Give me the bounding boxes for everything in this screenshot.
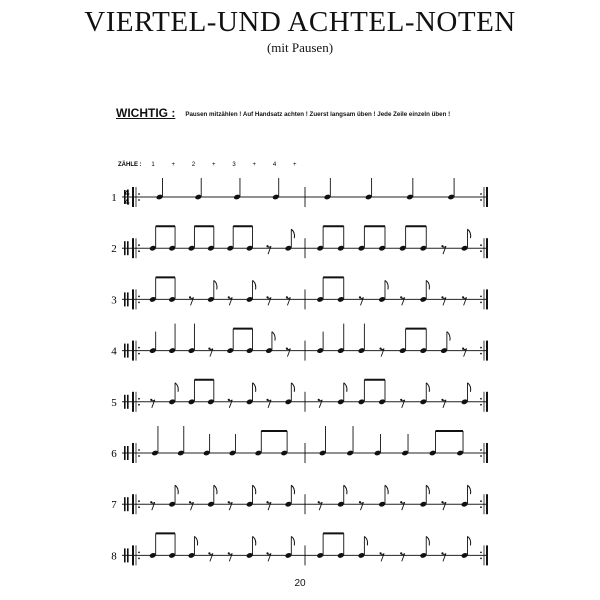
percussion-clef — [127, 344, 129, 358]
note-flag — [344, 383, 347, 392]
repeat-dot — [480, 552, 482, 554]
eighth-rest — [151, 400, 155, 408]
note-flag — [467, 383, 470, 392]
rest-dot — [266, 245, 268, 247]
note-flag — [253, 536, 256, 545]
note-flag — [253, 280, 256, 289]
repeat-dot — [480, 398, 482, 400]
exercise-number: 2 — [111, 243, 117, 256]
rest-dot — [266, 296, 268, 298]
eighth-rest — [286, 349, 290, 357]
count-beat: + — [292, 162, 297, 168]
eighth-rest — [286, 297, 290, 305]
repeat-dot — [480, 296, 482, 298]
note-flag — [291, 383, 294, 392]
exercise-number: 4 — [111, 345, 117, 358]
repeat-dot — [138, 552, 140, 554]
repeat-dot — [138, 404, 140, 406]
count-beat: 4 — [272, 162, 277, 168]
eighth-rest — [228, 400, 232, 408]
rest-dot — [379, 552, 381, 554]
eighth-rest — [359, 297, 363, 305]
eighth-rest — [228, 553, 232, 561]
repeat-dot — [480, 455, 482, 457]
note-flag — [385, 485, 388, 494]
repeat-dot — [480, 244, 482, 246]
percussion-clef — [127, 497, 129, 511]
repeat-dot — [480, 199, 482, 201]
exercise-row — [111, 533, 488, 565]
count-beat: + — [171, 162, 176, 168]
exercise-row — [111, 324, 488, 361]
rest-dot — [208, 348, 210, 350]
percussion-clef — [124, 548, 126, 562]
eighth-rest — [267, 400, 271, 408]
eighth-rest — [318, 400, 322, 408]
percussion-clef — [127, 446, 129, 460]
rest-dot — [150, 501, 152, 503]
exercise-number: 8 — [111, 550, 117, 563]
page-subtitle: (mit Pausen) — [266, 40, 334, 55]
exercise-number: 1 — [111, 192, 117, 204]
note-flag — [426, 536, 429, 545]
note-flag — [291, 229, 294, 238]
repeat-dot — [138, 558, 140, 560]
eighth-rest — [463, 349, 467, 357]
note-flag — [214, 280, 217, 289]
repeat-dot — [480, 558, 482, 560]
eighth-rest — [380, 349, 384, 357]
exercise-row — [111, 380, 488, 412]
repeat-dot — [138, 353, 140, 355]
eighth-rest — [190, 502, 194, 510]
exercise-number: 5 — [111, 396, 117, 409]
exercise-row — [111, 426, 488, 463]
repeat-dot — [480, 302, 482, 304]
note-flag — [426, 485, 429, 494]
eighth-rest — [442, 297, 446, 305]
repeat-dot — [138, 244, 140, 246]
percussion-clef — [127, 548, 129, 562]
note-flag — [253, 383, 256, 392]
repeat-dot — [138, 347, 140, 349]
percussion-clef — [124, 292, 126, 306]
note-flag — [344, 485, 347, 494]
rest-dot — [266, 552, 268, 554]
note-flag — [385, 280, 388, 289]
eighth-rest — [228, 297, 232, 305]
important-label: WICHTIG : — [116, 106, 176, 120]
note-flag — [467, 536, 470, 545]
repeat-dot — [480, 449, 482, 451]
note-flag — [272, 332, 275, 341]
repeat-dot — [480, 353, 482, 355]
percussion-clef — [124, 497, 126, 511]
rest-dot — [228, 296, 230, 298]
note-flag — [467, 229, 470, 238]
exercise-number: 6 — [111, 448, 117, 460]
rest-dot — [286, 296, 288, 298]
repeat-dot — [138, 506, 140, 508]
rest-dot — [441, 245, 443, 247]
repeat-dot — [480, 347, 482, 349]
repeat-dot — [138, 455, 140, 457]
rest-dot — [359, 296, 361, 298]
rest-dot — [441, 552, 443, 554]
note-flag — [426, 383, 429, 392]
rest-dot — [462, 348, 464, 350]
rest-dot — [150, 399, 152, 401]
note-flag — [467, 485, 470, 494]
exercise-number: 7 — [111, 499, 117, 512]
count-beat: + — [252, 162, 257, 168]
note-flag — [364, 536, 367, 545]
rest-dot — [228, 399, 230, 401]
count-beat: + — [211, 162, 216, 168]
rest-dot — [266, 399, 268, 401]
repeat-dot — [480, 500, 482, 502]
repeat-dot — [138, 296, 140, 298]
percussion-clef — [127, 395, 129, 409]
note-flag — [175, 383, 178, 392]
page-number: 20 — [294, 578, 306, 589]
percussion-clef — [124, 395, 126, 409]
eighth-rest — [209, 349, 213, 357]
repeat-dot — [480, 250, 482, 252]
repeat-dot — [138, 302, 140, 304]
eighth-rest — [442, 246, 446, 254]
time-signature-top: 4 — [124, 188, 130, 198]
eighth-rest — [380, 553, 384, 561]
exercise-number: 3 — [111, 294, 117, 307]
repeat-dot — [138, 500, 140, 502]
note-flag — [175, 485, 178, 494]
repeat-dot — [480, 193, 482, 195]
rest-dot — [228, 501, 230, 503]
eighth-rest — [442, 502, 446, 510]
repeat-dot — [480, 506, 482, 508]
count-label: ZÄHLE : — [118, 162, 142, 168]
rest-dot — [441, 399, 443, 401]
eighth-rest — [267, 246, 271, 254]
percussion-clef — [127, 241, 129, 255]
eighth-rest — [442, 553, 446, 561]
eighth-rest — [267, 502, 271, 510]
rest-dot — [379, 348, 381, 350]
rest-dot — [228, 552, 230, 554]
rest-dot — [400, 501, 402, 503]
exercise-row — [111, 485, 488, 514]
rest-dot — [208, 552, 210, 554]
count-beat: 3 — [232, 162, 236, 168]
rest-dot — [318, 399, 320, 401]
rest-dot — [266, 501, 268, 503]
exercise-row — [111, 226, 488, 258]
eighth-rest — [318, 502, 322, 510]
rest-dot — [189, 296, 191, 298]
percussion-clef — [124, 344, 126, 358]
rest-dot — [286, 348, 288, 350]
repeat-dot — [138, 449, 140, 451]
rest-dot — [441, 296, 443, 298]
rest-dot — [400, 552, 402, 554]
eighth-rest — [228, 502, 232, 510]
repeat-dot — [138, 398, 140, 400]
eighth-rest — [209, 553, 213, 561]
percussion-clef — [124, 446, 126, 460]
eighth-rest — [190, 297, 194, 305]
time-signature-bottom: 4 — [124, 197, 130, 207]
note-flag — [194, 536, 197, 545]
count-beat: 1 — [151, 162, 155, 168]
exercise-row — [111, 277, 488, 309]
eighth-rest — [463, 297, 467, 305]
note-flag — [447, 332, 450, 341]
note-flag — [253, 485, 256, 494]
repeat-dot — [480, 404, 482, 406]
eighth-rest — [401, 297, 405, 305]
rest-dot — [359, 501, 361, 503]
eighth-rest — [267, 553, 271, 561]
rest-dot — [400, 296, 402, 298]
page-title: VIERTEL-UND ACHTEL-NOTEN — [84, 6, 516, 38]
percussion-clef — [127, 292, 129, 306]
note-flag — [214, 485, 217, 494]
repeat-dot — [138, 199, 140, 201]
exercise-row — [111, 178, 488, 207]
percussion-clef — [124, 241, 126, 255]
note-flag — [426, 280, 429, 289]
rest-dot — [441, 501, 443, 503]
eighth-rest — [442, 400, 446, 408]
repeat-dot — [138, 193, 140, 195]
repeat-dot — [138, 250, 140, 252]
rest-dot — [189, 501, 191, 503]
eighth-rest — [401, 553, 405, 561]
important-text: Pausen mitzählen ! Auf Handsatz achten ! Zuerst langsam üben ! Jede Zeile einzeln üben ! — [185, 111, 451, 118]
eighth-rest — [359, 502, 363, 510]
eighth-rest — [267, 297, 271, 305]
rest-dot — [318, 501, 320, 503]
eighth-rest — [401, 400, 405, 408]
count-beat: 2 — [191, 162, 196, 168]
note-flag — [291, 536, 294, 545]
rest-dot — [400, 399, 402, 401]
eighth-rest — [151, 502, 155, 510]
rest-dot — [462, 296, 464, 298]
note-flag — [291, 485, 294, 494]
eighth-rest — [401, 502, 405, 510]
